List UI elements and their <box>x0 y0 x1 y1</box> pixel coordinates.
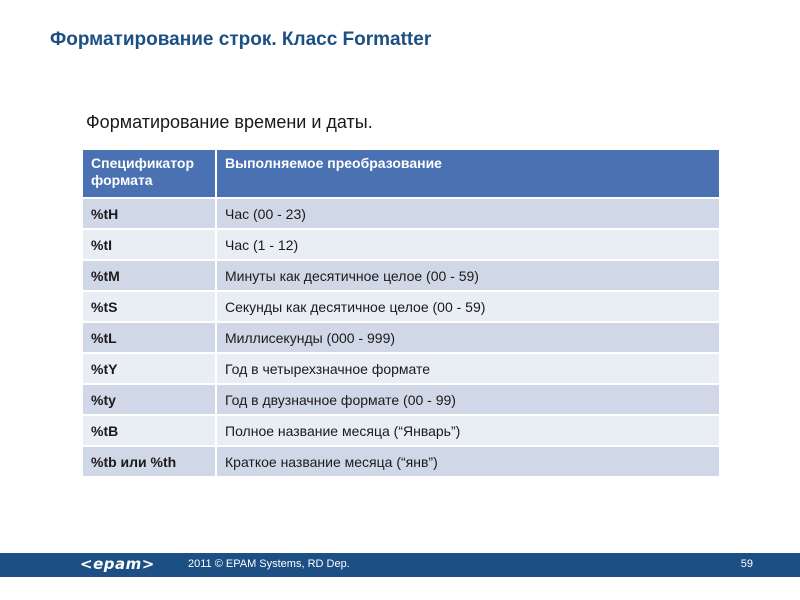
footer-bar <box>0 553 800 577</box>
slide-subtitle: Форматирование времени и даты. <box>86 112 373 132</box>
description-cell: Минуты как десятичное целое (00 - 59) <box>216 260 720 291</box>
footer-copyright: 2011 © EPAM Systems, RD Dep. <box>188 558 350 570</box>
table-row <box>82 353 720 384</box>
table-row <box>82 322 720 353</box>
table-row <box>82 384 720 415</box>
table-row <box>82 291 720 322</box>
description-cell: Час (1 - 12) <box>216 229 720 260</box>
specifier-cell: %tb или %th <box>82 446 216 477</box>
specifier-cell: %tI <box>82 229 216 260</box>
table-header-row <box>82 149 720 198</box>
description-cell: Год в четырехзначное формате <box>216 353 720 384</box>
description-cell: Полное название месяца (“Январь”) <box>216 415 720 446</box>
description-cell: Год в двузначное формате (00 - 99) <box>216 384 720 415</box>
specifier-cell: %ty <box>82 384 216 415</box>
description-cell: Секунды как десятичное целое (00 - 59) <box>216 291 720 322</box>
specifier-cell: %tM <box>82 260 216 291</box>
specifier-cell: %tS <box>82 291 216 322</box>
header-conversion: Выполняемое преобразование <box>216 149 720 198</box>
epam-logo: <epam> <box>80 555 155 573</box>
table-row <box>82 446 720 477</box>
specifier-cell: %tY <box>82 353 216 384</box>
specifier-cell: %tL <box>82 322 216 353</box>
description-cell: Миллисекунды (000 - 999) <box>216 322 720 353</box>
table-row <box>82 260 720 291</box>
page-number: 59 <box>740 558 753 570</box>
description-cell: Час (00 - 23) <box>216 198 720 229</box>
format-specifier-table <box>81 148 721 478</box>
table-row <box>82 415 720 446</box>
table-row <box>82 229 720 260</box>
header-specifier: Спецификатор формата <box>82 149 216 198</box>
specifier-cell: %tB <box>82 415 216 446</box>
specifier-cell: %tH <box>82 198 216 229</box>
description-cell: Краткое название месяца (“янв”) <box>216 446 720 477</box>
table-row <box>82 198 720 229</box>
slide-title: Форматирование строк. Класс Formatter <box>50 29 432 50</box>
